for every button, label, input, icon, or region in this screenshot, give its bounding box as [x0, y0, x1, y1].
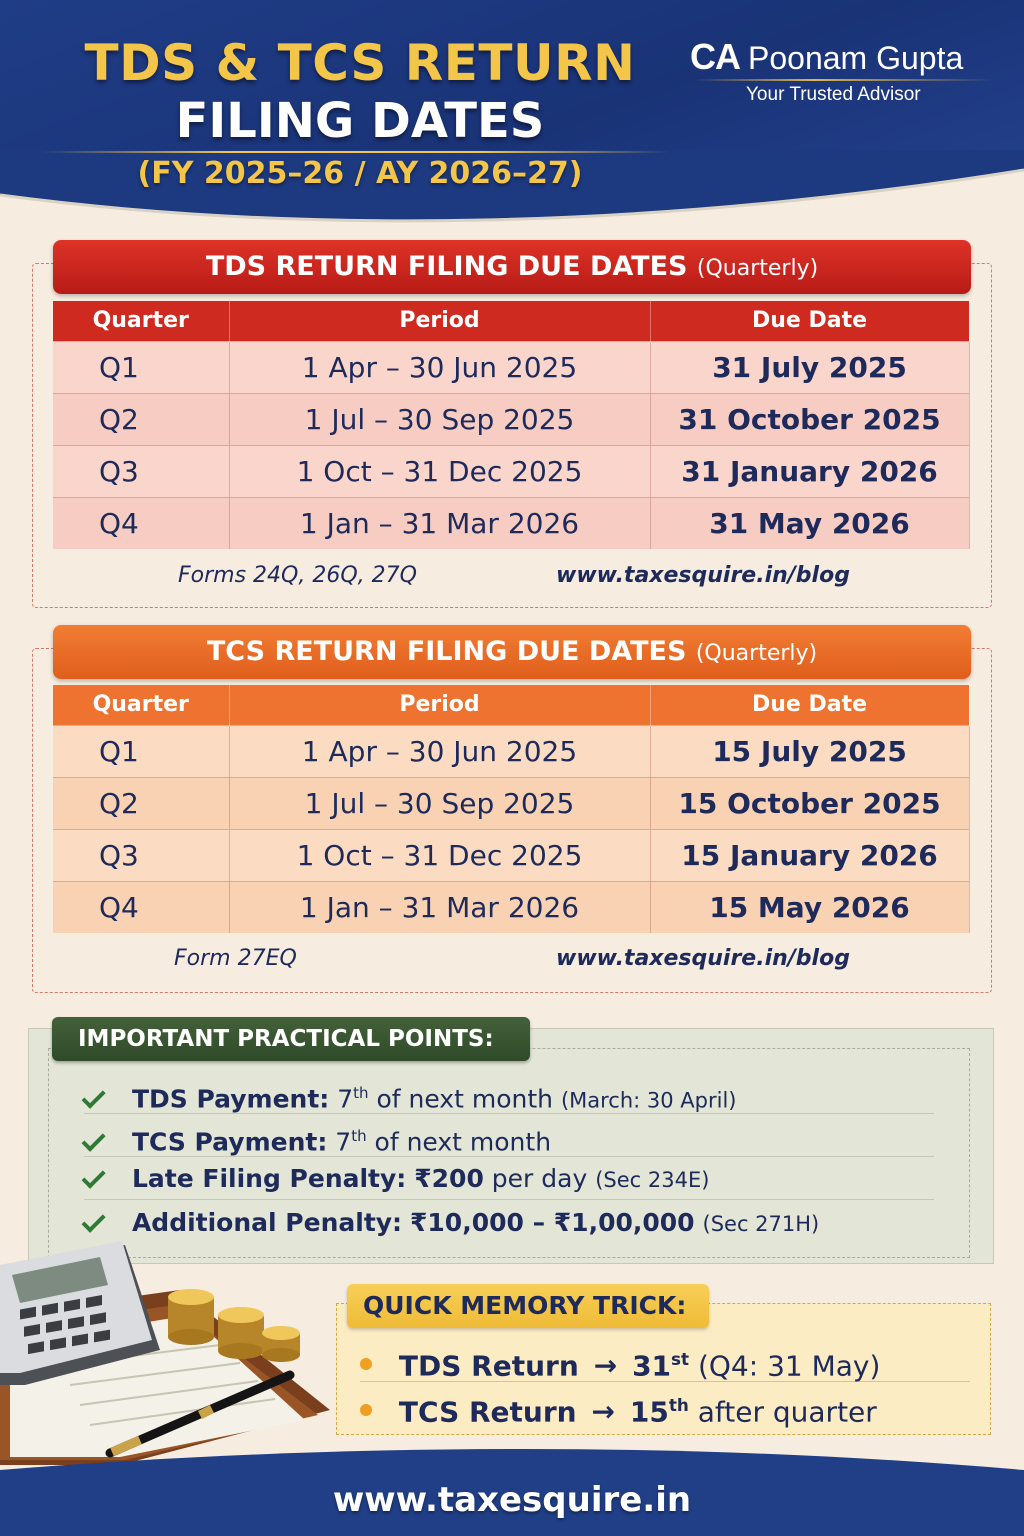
tds-section-title	[53, 240, 971, 294]
list-item-additional-penalty: Additional Penalty: ₹10,000 – ₹1,00,000 (Sec 271H)	[84, 1202, 934, 1244]
tcs-blog-link[interactable]: www.taxesquire.in/blog	[556, 946, 850, 971]
title-divider	[40, 151, 670, 153]
check-icon	[82, 1085, 106, 1109]
check-icon	[82, 1128, 106, 1152]
table-row	[53, 341, 969, 393]
tcs-section-title	[53, 625, 971, 679]
due-date-cell: 15 May 2026	[650, 881, 969, 933]
tds-title-text: TDS RETURN FILING DUE DATES	[205, 251, 688, 282]
due-date-cell: 31 May 2026	[650, 497, 969, 549]
tds-due-dates-table	[53, 301, 970, 549]
due-date-cell: 15 January 2026	[650, 829, 969, 881]
footer-website-link[interactable]: www.taxesquire.in	[332, 1480, 692, 1520]
table-header-row	[53, 301, 969, 341]
calculator-coins-illustration	[0, 1235, 340, 1465]
table-row	[53, 497, 969, 549]
col-header-quarter: Quarter	[53, 301, 229, 341]
period-cell: 1 Jul – 30 Sep 2025	[229, 393, 650, 445]
check-icon	[82, 1165, 106, 1189]
tds-title-tag: (Quarterly)	[696, 256, 819, 281]
bullet-icon	[360, 1358, 372, 1370]
tds-forms-note: Forms 24Q, 26Q, 27Q	[178, 563, 417, 588]
period-cell: 1 Apr – 30 Jun 2025	[229, 725, 650, 777]
table-row	[53, 725, 969, 777]
table-row	[53, 777, 969, 829]
table-row	[53, 829, 969, 881]
table-row	[53, 445, 969, 497]
quarter-cell: Q3	[53, 829, 229, 881]
brand-name: Poonam Gupta	[748, 40, 964, 76]
col-header-due-date: Due Date	[650, 685, 969, 725]
brand-tagline: Your Trusted Advisor	[746, 84, 921, 105]
title-line-2: FILING DATES	[175, 93, 545, 149]
list-item-tcs-return: TCS Return → 15th after quarter	[360, 1382, 970, 1428]
col-header-quarter: Quarter	[53, 685, 229, 725]
brand-divider	[694, 79, 994, 81]
table-row	[53, 881, 969, 933]
table-row	[53, 393, 969, 445]
quarter-cell: Q1	[53, 341, 229, 393]
due-date-cell: 31 January 2026	[650, 445, 969, 497]
due-date-cell: 15 October 2025	[650, 777, 969, 829]
period-cell: 1 Oct – 31 Dec 2025	[229, 829, 650, 881]
tcs-title-tag: (Quarterly)	[695, 641, 818, 666]
col-header-period: Period	[229, 301, 650, 341]
tds-blog-link[interactable]: www.taxesquire.in/blog	[556, 563, 850, 588]
arrow-right-icon: →	[591, 1395, 615, 1429]
quarter-cell: Q2	[53, 777, 229, 829]
fiscal-year: (FY 2025–26 / AY 2026–27)	[137, 156, 583, 191]
brand-ca-mark: CA	[690, 36, 740, 77]
due-date-cell: 31 October 2025	[650, 393, 969, 445]
quarter-cell: Q1	[53, 725, 229, 777]
period-cell: 1 Apr – 30 Jun 2025	[229, 341, 650, 393]
tcs-forms-note: Form 27EQ	[174, 946, 297, 971]
quarter-cell: Q4	[53, 497, 229, 549]
check-icon	[82, 1209, 106, 1233]
period-cell: 1 Jul – 30 Sep 2025	[229, 777, 650, 829]
arrow-right-icon: →	[593, 1349, 618, 1383]
quarter-cell: Q2	[53, 393, 229, 445]
tcs-due-dates-table	[53, 685, 970, 933]
period-cell: 1 Jan – 31 Mar 2026	[229, 881, 650, 933]
col-header-period: Period	[229, 685, 650, 725]
list-item-tds-return: TDS Return → 31st (Q4: 31 May)	[360, 1336, 970, 1382]
tcs-title-text: TCS RETURN FILING DUE DATES	[206, 636, 687, 667]
period-cell: 1 Jan – 31 Mar 2026	[229, 497, 650, 549]
quarter-cell: Q4	[53, 881, 229, 933]
memory-trick-title: QUICK MEMORY TRICK:	[347, 1284, 709, 1328]
table-header-row	[53, 685, 969, 725]
col-header-due-date: Due Date	[650, 301, 969, 341]
list-item-tcs-payment: TCS Payment: 7th of next month	[84, 1115, 934, 1157]
brand-logo	[690, 36, 963, 78]
due-date-cell: 31 July 2025	[650, 341, 969, 393]
due-date-cell: 15 July 2025	[650, 725, 969, 777]
period-cell: 1 Oct – 31 Dec 2025	[229, 445, 650, 497]
title-line-1: TDS & TCS RETURN	[84, 34, 636, 92]
bullet-icon	[360, 1404, 372, 1416]
quarter-cell: Q3	[53, 445, 229, 497]
list-item-tds-payment: TDS Payment: 7th of next month (March: 30 April)	[84, 1072, 934, 1114]
practical-points-title: IMPORTANT PRACTICAL POINTS:	[52, 1017, 530, 1061]
list-item-late-filing-penalty: Late Filing Penalty: ₹200 per day (Sec 234E)	[84, 1158, 934, 1200]
